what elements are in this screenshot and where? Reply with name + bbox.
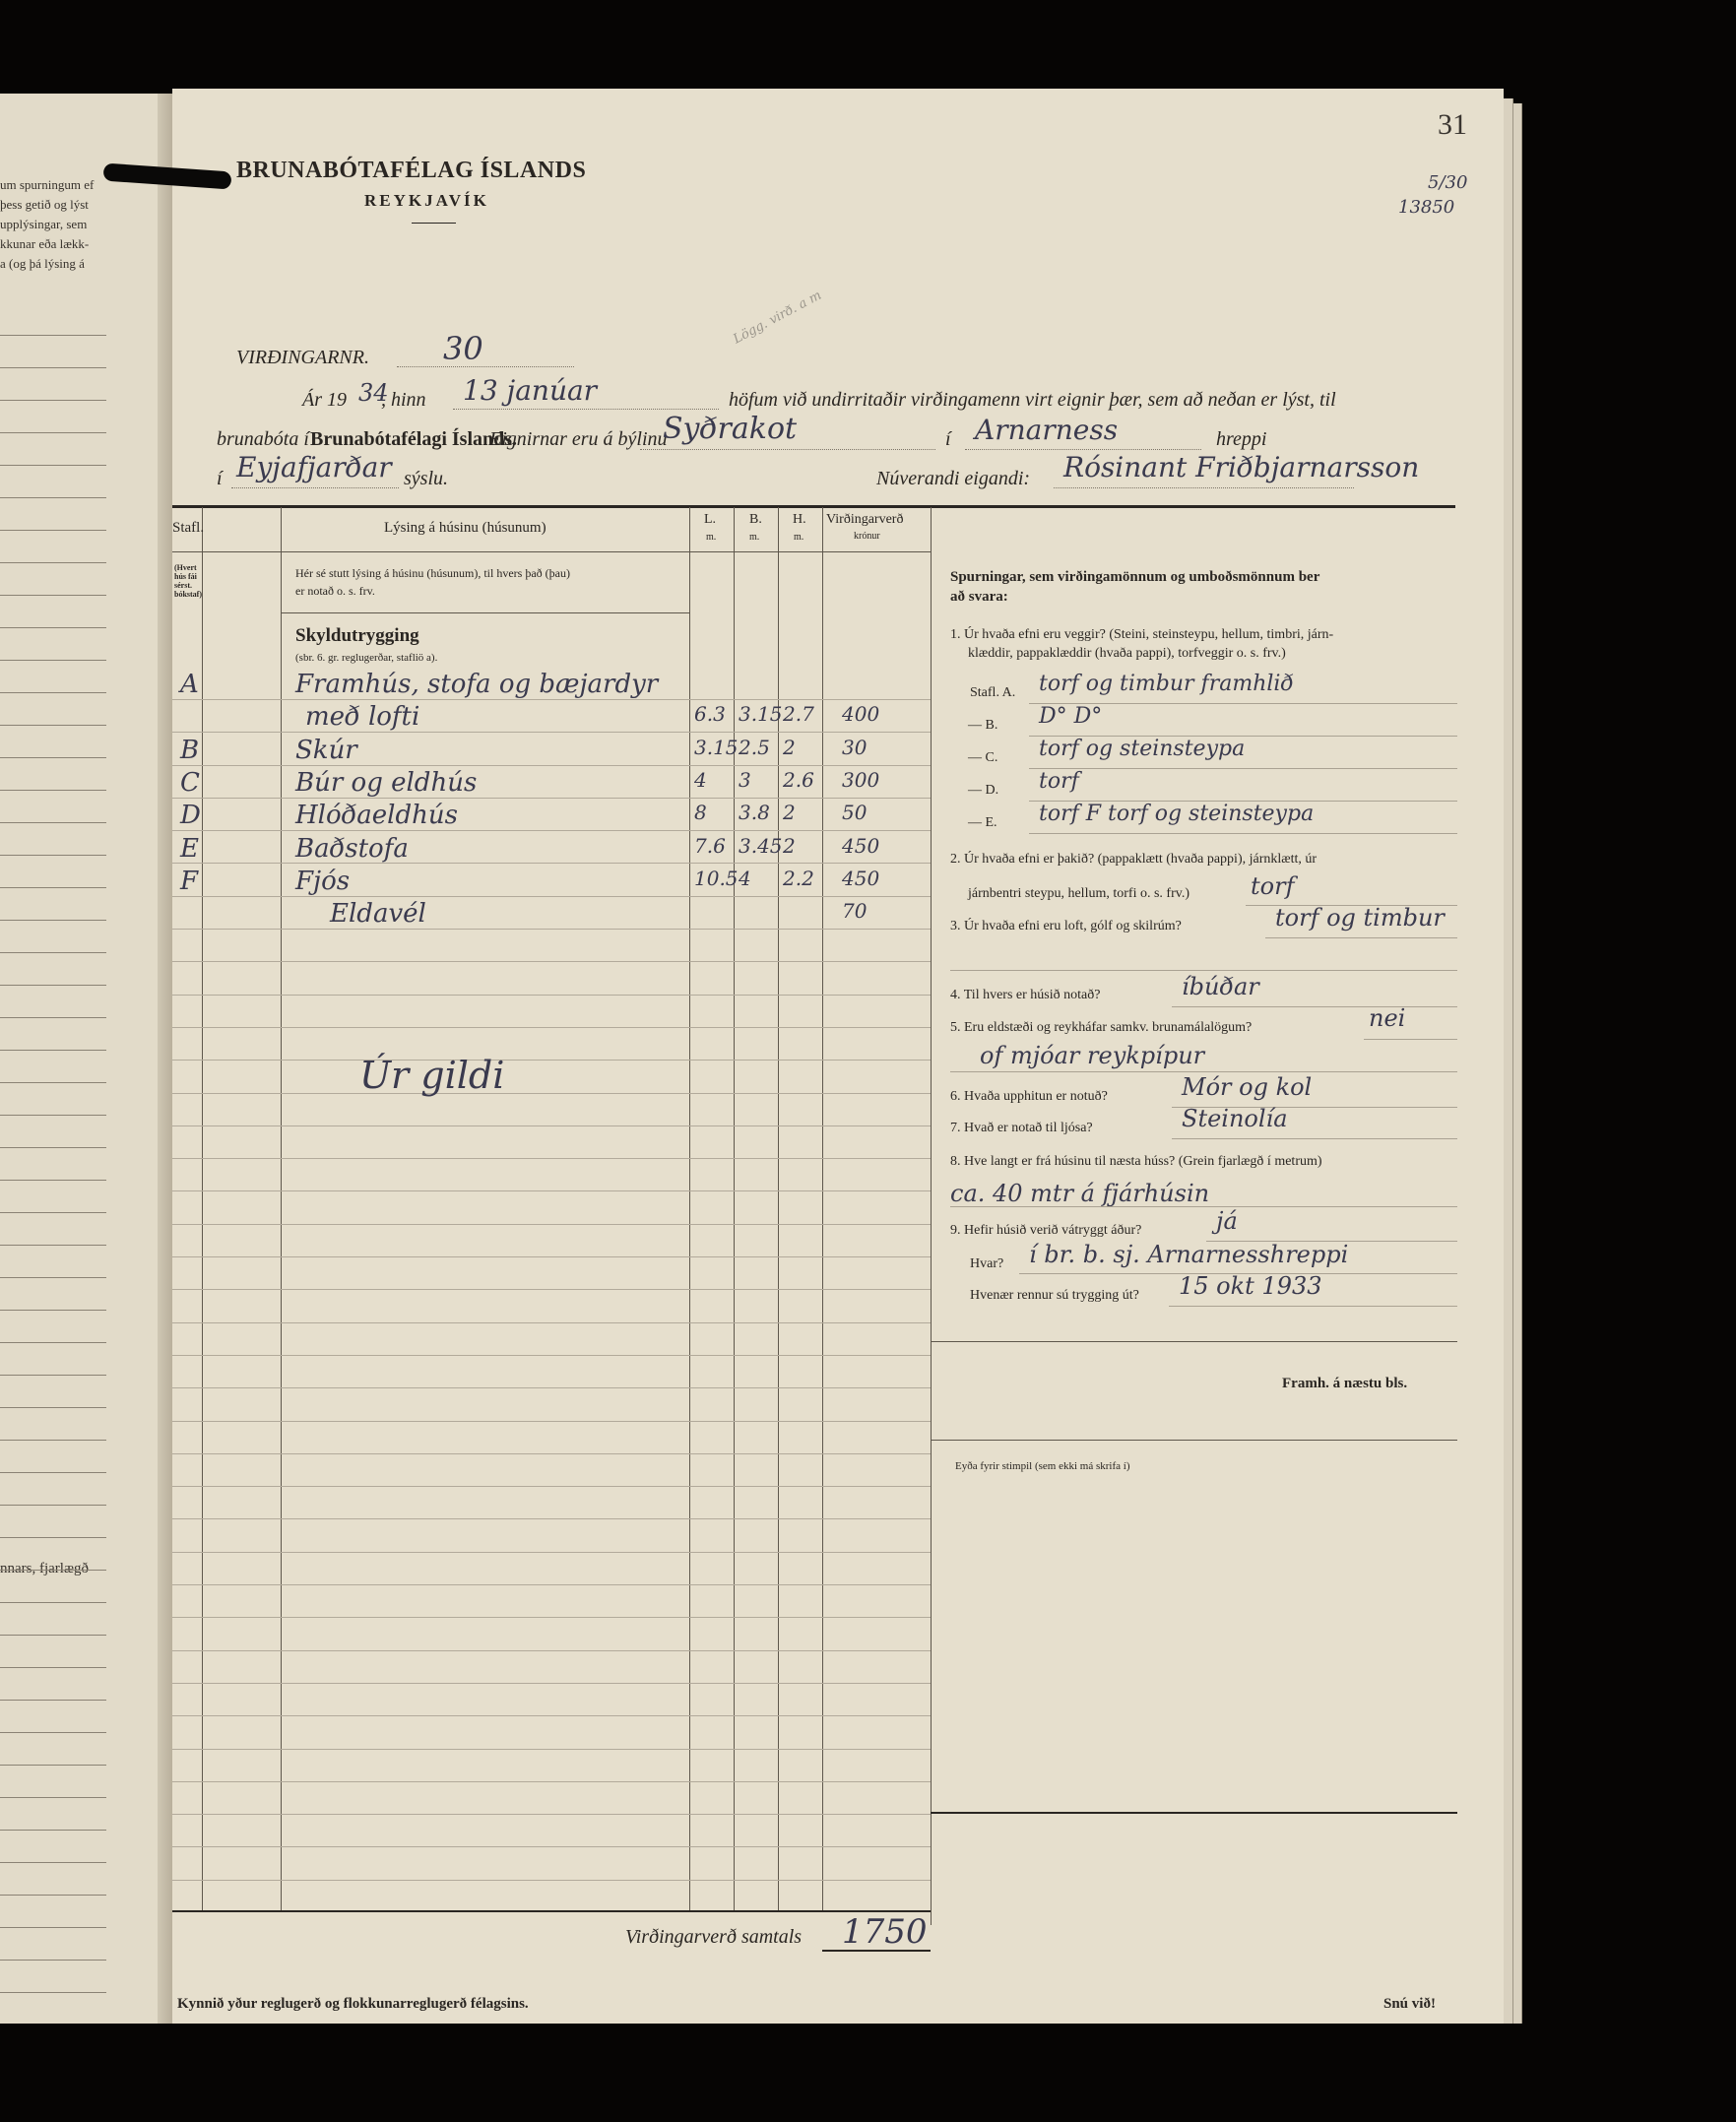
left-page-rule bbox=[0, 1700, 106, 1701]
row-description: með lofti bbox=[305, 702, 420, 732]
corner-note-2: 13850 bbox=[1398, 197, 1455, 218]
left-page-rule bbox=[0, 1732, 106, 1733]
col-divider bbox=[202, 507, 203, 1910]
table-row-rule bbox=[172, 1387, 931, 1388]
row-value: 450 bbox=[842, 867, 880, 890]
table-row-rule bbox=[172, 798, 931, 799]
table-row-rule bbox=[172, 1125, 931, 1126]
col-B-unit: m. bbox=[749, 532, 760, 543]
hreppi-label: hreppi bbox=[1216, 428, 1267, 450]
answer-line bbox=[1364, 1039, 1457, 1040]
title-rule bbox=[412, 223, 456, 224]
hofum-text: höfum við undirritaðir virðingamenn virt eignir þær, sem að neðan er lýst, til bbox=[729, 389, 1336, 411]
left-page-rule bbox=[0, 432, 106, 433]
table-row-rule bbox=[172, 1453, 931, 1454]
note-left-2: hús fái bbox=[174, 572, 197, 581]
note-left-4: bókstaf) bbox=[174, 590, 203, 599]
row-stafl: C bbox=[180, 768, 200, 798]
row-stafl: F bbox=[180, 867, 199, 896]
row-height: 2 bbox=[783, 801, 796, 824]
table-row-rule bbox=[172, 1715, 931, 1716]
q5-answer: nei bbox=[1369, 1004, 1406, 1032]
panel-rule bbox=[931, 1440, 1457, 1441]
q4-text: 4. Til hvers er húsið notað? bbox=[950, 988, 1101, 1002]
row-length: 8 bbox=[694, 801, 707, 824]
owner-label: Núverandi eigandi: bbox=[876, 468, 1031, 489]
table-row-rule bbox=[172, 1846, 931, 1847]
row-breadth: 3.15 bbox=[739, 702, 783, 726]
left-page-rule bbox=[0, 952, 106, 953]
table-row-rule bbox=[172, 995, 931, 996]
table-row-rule bbox=[172, 1650, 931, 1651]
q1-row-label: Stafl. A. bbox=[970, 685, 1016, 700]
q9-answer: já bbox=[1216, 1207, 1238, 1235]
left-page-rule bbox=[0, 790, 106, 791]
q1-row-answer: torf og timbur framhlið bbox=[1039, 672, 1294, 696]
q8-text: 8. Hve langt er frá húsinu til næsta húss? (Grein fjarlægð í metrum) bbox=[950, 1154, 1322, 1169]
row-value: 300 bbox=[842, 768, 880, 792]
left-page-rule bbox=[0, 1245, 106, 1246]
note-line-1: Hér sé stutt lýsing á húsinu (húsunum), til hvers það (þau) bbox=[295, 566, 570, 580]
left-page-rule bbox=[0, 660, 106, 661]
hinn-label: , hinn bbox=[381, 389, 426, 411]
col-stafl: Stafl. bbox=[172, 520, 205, 536]
hvenaer-label: Hvenær rennur sú trygging út? bbox=[970, 1288, 1139, 1303]
hvenaer-answer: 15 okt 1933 bbox=[1179, 1272, 1322, 1300]
left-page-rule bbox=[0, 1635, 106, 1636]
left-page-rule bbox=[0, 627, 106, 628]
row-description: Fjós bbox=[295, 867, 351, 896]
answer-line bbox=[1172, 1138, 1457, 1139]
q1-row-label: — E. bbox=[968, 815, 997, 830]
left-page-rule bbox=[0, 400, 106, 401]
table-row-rule bbox=[172, 699, 931, 700]
table-row-rule bbox=[172, 830, 931, 831]
form-page bbox=[172, 89, 1504, 2024]
left-page-rule bbox=[0, 1147, 106, 1148]
footer-right: Snú við! bbox=[1383, 1996, 1436, 2012]
answer-line bbox=[1169, 1306, 1457, 1307]
q-title-2: að svara: bbox=[950, 589, 1008, 605]
row-height: 2.6 bbox=[783, 768, 814, 792]
left-page-rule bbox=[0, 822, 106, 823]
row-length: 7.6 bbox=[694, 834, 726, 858]
q1-row-label: — B. bbox=[968, 718, 998, 733]
col-verd: Virðingarverð bbox=[826, 512, 904, 527]
row-description: Framhús, stofa og bæjardyr bbox=[295, 670, 659, 699]
row-breadth: 3 bbox=[739, 768, 751, 792]
left-page-rule bbox=[0, 1537, 106, 1538]
table-row-rule bbox=[172, 896, 931, 897]
col-divider bbox=[734, 507, 735, 1910]
row-value: 400 bbox=[842, 702, 880, 726]
vird-number: 30 bbox=[443, 330, 483, 367]
left-page-rule bbox=[0, 1765, 106, 1766]
dotted-line bbox=[965, 449, 1201, 450]
table-row-rule bbox=[172, 1683, 931, 1684]
q6-text: 6. Hvaða upphitun er notuð? bbox=[950, 1089, 1108, 1104]
q7-answer: Steinolía bbox=[1182, 1105, 1288, 1132]
table-row-rule bbox=[172, 1880, 931, 1881]
table-row-rule bbox=[172, 863, 931, 864]
table-row-rule bbox=[172, 1158, 931, 1159]
left-text-1: um spurningum ef bbox=[0, 177, 95, 192]
row-value: 50 bbox=[842, 801, 868, 824]
row-height: 2.2 bbox=[783, 867, 814, 890]
eignirnar-label: Eignirnar eru á býlinu bbox=[489, 428, 668, 450]
answer-line bbox=[1172, 1006, 1457, 1007]
left-page-rule bbox=[0, 1895, 106, 1896]
total-rule-bottom bbox=[822, 1950, 931, 1952]
left-page-rule bbox=[0, 725, 106, 726]
company-city: REYKJAVÍK bbox=[364, 191, 489, 210]
left-page-rule bbox=[0, 920, 106, 921]
col-divider bbox=[822, 507, 823, 1910]
row-stafl: A bbox=[180, 670, 199, 699]
left-page-rule bbox=[0, 335, 106, 336]
answer-line bbox=[950, 970, 1457, 971]
i-label: í bbox=[945, 428, 951, 450]
row-stafl: B bbox=[180, 736, 200, 765]
row-breadth: 3.8 bbox=[739, 801, 770, 824]
left-page-rule bbox=[0, 1830, 106, 1831]
left-page-rule bbox=[0, 855, 106, 856]
row-length: 4 bbox=[694, 768, 707, 792]
left-page-rule bbox=[0, 1375, 106, 1376]
row-height: 2.7 bbox=[783, 702, 814, 726]
annotation-ur-gildi: Úr gildi bbox=[359, 1054, 505, 1097]
col-lysing: Lýsing á húsinu (húsunum) bbox=[384, 520, 547, 536]
row-stafl: D bbox=[180, 801, 201, 830]
table-row-rule bbox=[172, 1289, 931, 1290]
dotted-line bbox=[231, 487, 399, 488]
row-length: 3.15 bbox=[694, 736, 739, 759]
left-page-rule bbox=[0, 1115, 106, 1116]
dotted-line bbox=[397, 366, 574, 367]
left-page-rule bbox=[0, 465, 106, 466]
left-page-rule bbox=[0, 1082, 106, 1083]
col-H: H. bbox=[793, 512, 806, 527]
q1-line-1: 1. Úr hvaða efni eru veggir? (Steini, steinsteypu, hellum, timbri, járn- bbox=[950, 627, 1334, 642]
left-page-rule bbox=[0, 1472, 106, 1473]
table-row-rule bbox=[172, 929, 931, 930]
q2-line-1: 2. Úr hvaða efni er þakið? (pappaklætt (hvaða pappi), járnklætt, úr bbox=[950, 852, 1318, 867]
left-page-rule bbox=[0, 1927, 106, 1928]
left-page-rule bbox=[0, 1570, 106, 1571]
table-row-rule bbox=[172, 1027, 931, 1028]
left-page-rule bbox=[0, 1440, 106, 1441]
panel-rule bbox=[931, 1341, 1457, 1342]
note-left-1: (Hvert bbox=[174, 563, 197, 572]
left-page-rule bbox=[0, 692, 106, 693]
left-page bbox=[0, 94, 175, 2024]
q2-line-2: járnbentri steypu, hellum, torfi o. s. frv.) bbox=[968, 886, 1189, 901]
total-value: 1750 bbox=[842, 1912, 928, 1952]
left-text-bottom: nnars, fjarlægð bbox=[0, 1561, 89, 1576]
left-text-3: upplýsingar, sem bbox=[0, 217, 88, 231]
note-line-2: er notað o. s. frv. bbox=[295, 584, 375, 598]
col-divider bbox=[689, 507, 690, 1910]
panel-rule bbox=[931, 1812, 1457, 1814]
row-description: Hlóðaeldhús bbox=[295, 801, 458, 830]
q1-line-2: klæddir, pappaklæddir (hvaða pappi), torfveggir o. s. frv.) bbox=[968, 646, 1286, 661]
left-page-rule bbox=[0, 1017, 106, 1018]
county-name: Arnarness bbox=[975, 414, 1119, 446]
row-breadth: 4 bbox=[739, 867, 751, 890]
row-description: Eldavél bbox=[330, 899, 426, 929]
col-B: B. bbox=[749, 512, 762, 527]
footer-left: Kynnið yður reglugerð og flokkunarreglugerð félagsins. bbox=[177, 1996, 529, 2012]
left-page-rule bbox=[0, 1050, 106, 1051]
q3-text: 3. Úr hvaða efni eru loft, gólf og skilrúm? bbox=[950, 919, 1182, 933]
left-page-rule bbox=[0, 887, 106, 888]
table-row-rule bbox=[172, 1486, 931, 1487]
col-L: L. bbox=[704, 512, 717, 527]
left-page-rule bbox=[0, 497, 106, 498]
q1-row-answer: torf F torf og steinsteypa bbox=[1039, 802, 1315, 826]
year-value: 34 bbox=[358, 379, 389, 407]
left-page-rule bbox=[0, 1212, 106, 1213]
table-row-rule bbox=[172, 732, 931, 733]
q1-row-label: — C. bbox=[968, 750, 998, 765]
i2-label: í bbox=[217, 468, 223, 489]
table-row-rule bbox=[172, 961, 931, 962]
total-label: Virðingarverð samtals bbox=[625, 1926, 803, 1948]
total-rule-top bbox=[172, 1910, 931, 1912]
framh-text: Framh. á næstu bls. bbox=[1282, 1376, 1408, 1391]
left-page-rule bbox=[0, 1505, 106, 1506]
note-rule bbox=[281, 612, 689, 613]
left-page-rule bbox=[0, 1310, 106, 1311]
col-divider bbox=[931, 507, 932, 1925]
q9-text: 9. Hefir húsið verið vátryggt áður? bbox=[950, 1223, 1142, 1238]
q1-row-answer: torf og steinsteypa bbox=[1039, 737, 1246, 761]
row-value: 450 bbox=[842, 834, 880, 858]
row-length: 6.3 bbox=[694, 702, 726, 726]
table-row-rule bbox=[172, 1256, 931, 1257]
left-page-rule bbox=[0, 1667, 106, 1668]
answer-line bbox=[950, 1206, 1457, 1207]
page-number: 31 bbox=[1438, 108, 1467, 141]
vird-label: VIRÐINGARNR. bbox=[236, 347, 369, 368]
q2-answer: torf bbox=[1251, 872, 1295, 900]
left-page-rule bbox=[0, 562, 106, 563]
row-value: 70 bbox=[842, 899, 868, 923]
row-height: 2 bbox=[783, 834, 796, 858]
left-page-rule bbox=[0, 757, 106, 758]
dotted-line bbox=[453, 409, 719, 410]
left-page-rule bbox=[0, 1407, 106, 1408]
table-top-rule bbox=[172, 505, 1455, 508]
col-H-unit: m. bbox=[794, 532, 804, 543]
table-row-rule bbox=[172, 1355, 931, 1356]
header-rule bbox=[172, 551, 931, 552]
table-row-rule bbox=[172, 1584, 931, 1585]
table-row-rule bbox=[172, 1749, 931, 1750]
company-inline: Brunabótafélagi Íslands. bbox=[310, 428, 518, 450]
table-row-rule bbox=[172, 1814, 931, 1815]
left-page-rule bbox=[0, 530, 106, 531]
table-row-rule bbox=[172, 1421, 931, 1422]
table-row-rule bbox=[172, 1322, 931, 1323]
left-page-rule bbox=[0, 1180, 106, 1181]
stimpil-text: Eyða fyrir stimpil (sem ekki má skrifa í) bbox=[955, 1460, 1130, 1472]
left-page-rule bbox=[0, 1992, 106, 1993]
row-value: 30 bbox=[842, 736, 868, 759]
year-label: Ár 19 bbox=[302, 389, 347, 411]
note-left bbox=[174, 563, 202, 599]
table-row-rule bbox=[172, 1518, 931, 1519]
row-length: 10.5 bbox=[694, 867, 739, 890]
company-title: BRUNABÓTAFÉLAG ÍSLANDS bbox=[236, 158, 587, 183]
table-row-rule bbox=[172, 1224, 931, 1225]
table-row-rule bbox=[172, 1617, 931, 1618]
col-L-unit: m. bbox=[706, 532, 717, 543]
left-text-5: a (og þá lýsing á bbox=[0, 256, 85, 271]
row-height: 2 bbox=[783, 736, 796, 759]
row-description: Skúr bbox=[295, 736, 357, 765]
section-title: Skyldutrygging bbox=[295, 625, 419, 646]
answer-line bbox=[1265, 937, 1457, 938]
dotted-line bbox=[1054, 487, 1354, 488]
answer-line bbox=[950, 1071, 1457, 1072]
table-row-rule bbox=[172, 1060, 931, 1061]
left-page-rule bbox=[0, 1862, 106, 1863]
table-row-rule bbox=[172, 1781, 931, 1782]
q3-answer: torf og timbur bbox=[1275, 904, 1445, 932]
syslu-label: sýslu. bbox=[404, 468, 448, 489]
left-page-rule bbox=[0, 1277, 106, 1278]
table-row-rule bbox=[172, 1093, 931, 1094]
table-row-rule bbox=[172, 765, 931, 766]
date-value: 13 janúar bbox=[463, 374, 598, 407]
dotted-line bbox=[640, 449, 935, 450]
row-description: Baðstofa bbox=[295, 834, 409, 864]
q-title-1: Spurningar, sem virðingamönnum og umboðsmönnum ber bbox=[950, 569, 1320, 585]
row-stafl: E bbox=[180, 834, 199, 864]
left-page-rule bbox=[0, 1960, 106, 1961]
q6-answer: Mór og kol bbox=[1182, 1073, 1313, 1101]
row-description: Búr og eldhús bbox=[295, 768, 478, 798]
q1-row-label: — D. bbox=[968, 783, 999, 798]
answer-line bbox=[1029, 833, 1457, 834]
hvar-answer: í br. b. sj. Arnarnesshreppi bbox=[1029, 1241, 1349, 1268]
faint-stamp: Lögg. virð. a m bbox=[731, 288, 824, 348]
col-divider bbox=[281, 507, 282, 1910]
q8-answer: ca. 40 mtr á fjárhúsin bbox=[950, 1180, 1210, 1207]
hvar-label: Hvar? bbox=[970, 1256, 1004, 1271]
left-page-rule bbox=[0, 1797, 106, 1798]
corner-note-1: 5/30 bbox=[1428, 172, 1468, 193]
q7-text: 7. Hvað er notað til ljósa? bbox=[950, 1121, 1093, 1135]
left-page-rule bbox=[0, 367, 106, 368]
q5-answer-2: of mjóar reykpípur bbox=[980, 1042, 1205, 1069]
note-left-3: sérst. bbox=[174, 581, 192, 590]
q1-row-answer: D° D° bbox=[1039, 704, 1103, 729]
left-text-4: kkunar eða lækk- bbox=[0, 236, 90, 251]
left-page-rule bbox=[0, 1342, 106, 1343]
col-kronur: krónur bbox=[854, 531, 880, 542]
row-breadth: 3.45 bbox=[739, 834, 783, 858]
section-sub: (sbr. 6. gr. reglugerðar, stafliö a). bbox=[295, 652, 438, 664]
q4-answer: íbúðar bbox=[1182, 973, 1259, 1000]
left-page-rule bbox=[0, 985, 106, 986]
answer-line bbox=[1029, 768, 1457, 769]
q1-row-answer: torf bbox=[1039, 769, 1079, 794]
left-text-2: þess getið og lýst bbox=[0, 197, 89, 212]
district-name: Eyjafjarðar bbox=[236, 451, 392, 483]
left-page-rule bbox=[0, 1602, 106, 1603]
table-row-rule bbox=[172, 1190, 931, 1191]
left-page-rule bbox=[0, 595, 106, 596]
table-row-rule bbox=[172, 1552, 931, 1553]
farm-name: Syðrakot bbox=[663, 412, 798, 446]
q5-text: 5. Eru eldstæði og reykháfar samkv. brunamálalögum? bbox=[950, 1020, 1253, 1035]
owner-name: Rósinant Friðbjarnarsson bbox=[1063, 451, 1420, 483]
row-breadth: 2.5 bbox=[739, 736, 770, 759]
brunabota-label: brunabóta í bbox=[217, 428, 309, 450]
